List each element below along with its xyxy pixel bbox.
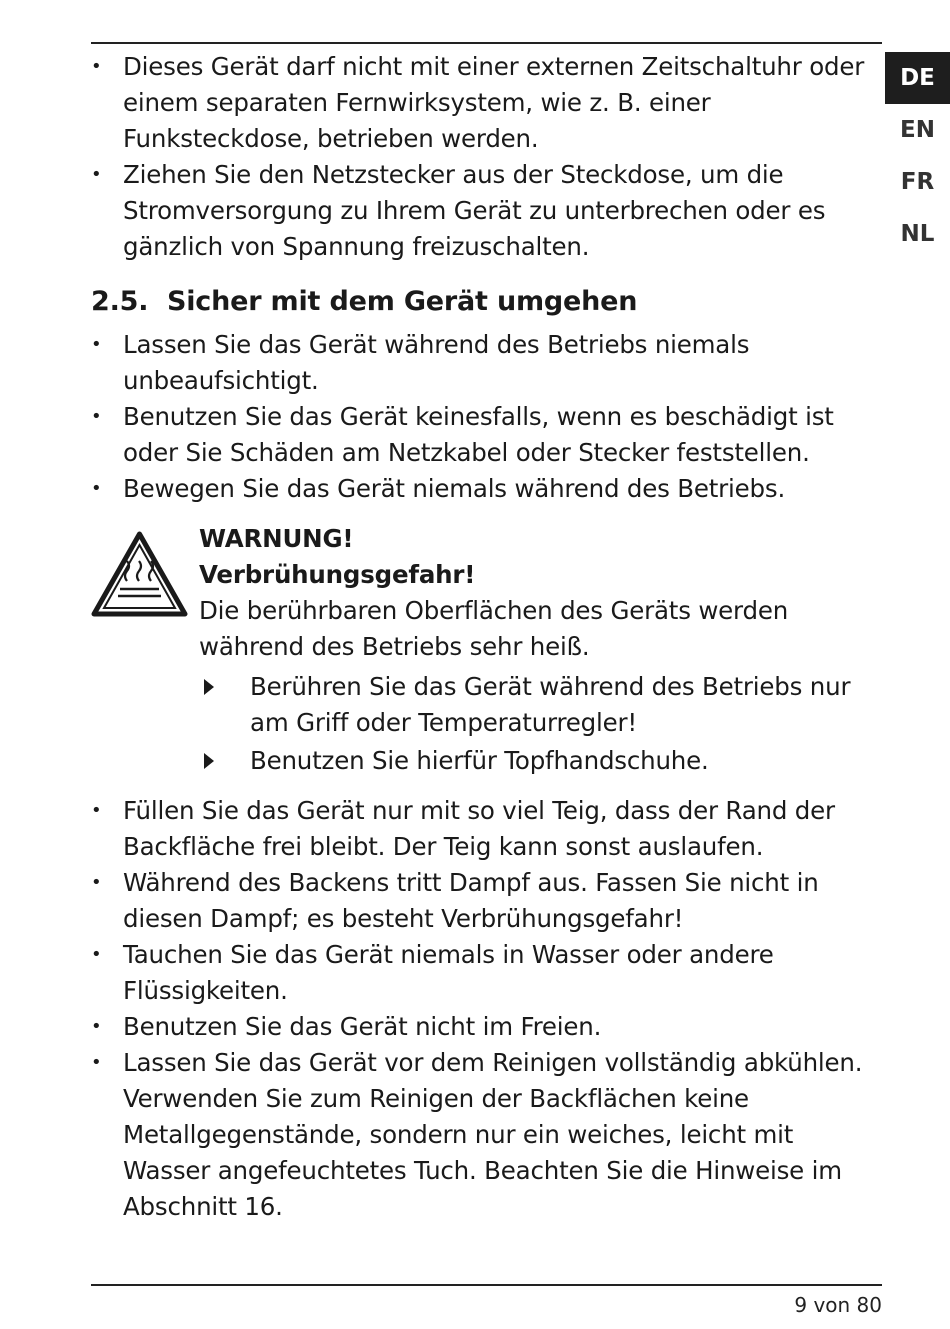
top-rule: [91, 42, 882, 44]
hot-surface-warning-icon: [91, 531, 188, 617]
list-item: • Ziehen Sie den Netzstecker aus der Steckdose, um die Stromversorgung zu Ihrem Gerät zu unterbrechen oder es gänzlich von Spannung freizuschalten.: [91, 157, 881, 265]
list-item: • Bewegen Sie das Gerät niemals während des Betriebs.: [91, 471, 881, 507]
list-item: • Benutzen Sie das Gerät nicht im Freien.: [91, 1009, 881, 1045]
section-number: 2.5.: [91, 286, 149, 317]
lang-tab-fr[interactable]: FR: [900, 169, 935, 195]
warning-text: Die berührbaren Oberflächen des Geräts werden während des Betriebs sehr heiß.: [199, 596, 789, 661]
intro-bullet-list: [91, 49, 881, 265]
warning-title: WARNUNG!: [199, 524, 354, 553]
step-text: Berühren Sie das Gerät während des Betriebs nur am Griff oder Temperaturregler!: [250, 672, 851, 737]
list-item: • Füllen Sie das Gerät nur mit so viel Teig, dass der Rand der Backfläche frei bleibt. Der Teig kann sonst auslaufen.: [91, 793, 881, 865]
closing-bullet-list: [91, 793, 881, 1225]
list-item: • Lassen Sie das Gerät während des Betriebs niemals unbeaufsichtigt.: [91, 327, 881, 399]
lang-tab-en[interactable]: EN: [900, 117, 935, 143]
section-bullet-list: [91, 327, 881, 507]
list-item: • Benutzen Sie das Gerät keinesfalls, wenn es beschädigt ist oder Sie Schäden am Netzkabel oder Stecker feststellen.: [91, 399, 881, 471]
list-item: • Lassen Sie das Gerät vor dem Reinigen vollständig abkühlen. Verwenden Sie zum Reinigen der Backflächen keine Metallgegenstände, sondern nur ein weiches, leicht mit Wasser angefeuchtetes Tuch. Beachten Sie die Hinweise im Abschnitt 16.: [91, 1045, 881, 1225]
warning-steps: [199, 669, 881, 779]
list-item: [199, 743, 881, 779]
arrow-right-icon: [204, 753, 214, 769]
arrow-right-icon: [204, 679, 214, 695]
lang-tab-de[interactable]: DE: [885, 52, 950, 104]
list-item: • Dieses Gerät darf nicht mit einer externen Zeitschaltuhr oder einem separaten Fernwirksystem, wie z. B. einer Funksteckdose, betrieben werden.: [91, 49, 881, 157]
bottom-rule: [91, 1284, 882, 1286]
language-tabs: [885, 52, 950, 260]
page-number: 9 von 80: [794, 1293, 882, 1317]
list-item: [199, 669, 881, 741]
warning-box: [91, 521, 881, 779]
step-text: Benutzen Sie hierfür Topfhandschuhe.: [250, 746, 709, 775]
list-item: • Während des Backens tritt Dampf aus. Fassen Sie nicht in diesen Dampf; es besteht Verbrühungsgefahr!: [91, 865, 881, 937]
list-item: • Tauchen Sie das Gerät niemals in Wasser oder andere Flüssigkeiten.: [91, 937, 881, 1009]
section-title: Sicher mit dem Gerät umgehen: [167, 286, 638, 317]
page-content: [91, 49, 881, 1225]
lang-tab-nl[interactable]: NL: [900, 221, 935, 247]
warning-subtitle: Verbrühungsgefahr!: [199, 560, 476, 589]
section-heading: [91, 282, 881, 322]
